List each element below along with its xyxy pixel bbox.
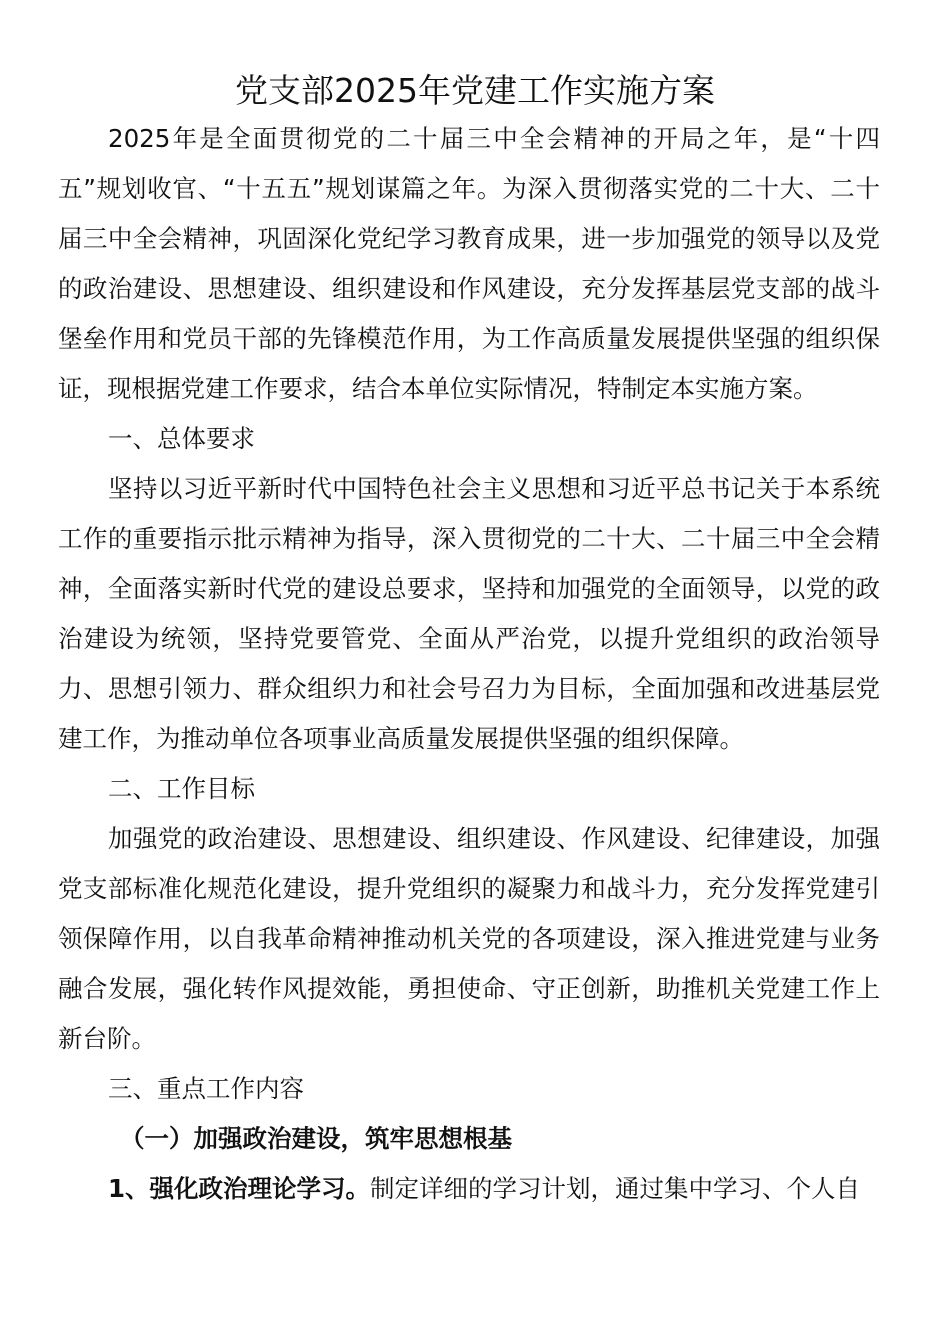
section-heading-overall-requirements: 一、总体要求 <box>108 424 255 453</box>
document-title: 党支部2025年党建工作实施方案 <box>235 71 715 110</box>
list-item-text: 制定详细的学习计划，通过集中学习、个人自 <box>370 1174 861 1203</box>
list-item-title: 1、强化政治理论学习。 <box>108 1174 371 1203</box>
section-paragraph-work-goals: 加强党的政治建设、思想建设、组织建设、作风建设、纪律建设，加强党支部标准化规范化建设，提升党组织的凝聚力和战斗力，充分发挥党建引领保障作用，以自我革命精神推动机关党的各项建设，深入推进党建与业务融合发展，强化转作风提效能，勇担使命、守正创新，助推机关党建工作上新台阶。 <box>58 824 880 1053</box>
section-paragraph-overall-requirements: 坚持以习近平新时代中国特色社会主义思想和习近平总书记关于本系统工作的重要指示批示精神为指导，深入贯彻党的二十大、二十届三中全会精神，全面落实新时代党的建设总要求，坚持和加强党的全面领导，以党的政治建设为统领，坚持党要管党、全面从严治党，以提升党组织的政治领导力、思想引领力、群众组织力和社会号召力为目标，全面加强和改进基层党建工作，为推动单位各项事业高质量发展提供坚强的组织保障。 <box>58 474 880 753</box>
section-heading-work-goals: 二、工作目标 <box>108 774 255 803</box>
list-item-political-theory-study <box>58 1164 880 1214</box>
document-body <box>58 114 880 1214</box>
intro-paragraph: 2025年是全面贯彻党的二十届三中全会精神的开局之年，是“十四五”规划收官、“十五五”规划谋篇之年。为深入贯彻落实党的二十大、二十届三中全会精神，巩固深化党纪学习教育成果，进一步加强党的领导以及党的政治建设、思想建设、组织建设和作风建设，充分发挥基层党支部的战斗堡垒作用和党员干部的先锋模范作用，为工作高质量发展提供坚强的组织保证，现根据党建工作要求，结合本单位实际情况，特制定本实施方案。 <box>58 124 880 403</box>
subsection-heading-political-construction: （一）加强政治建设，筑牢思想根基 <box>120 1124 512 1153</box>
section-heading-key-work: 三、重点工作内容 <box>108 1074 304 1103</box>
